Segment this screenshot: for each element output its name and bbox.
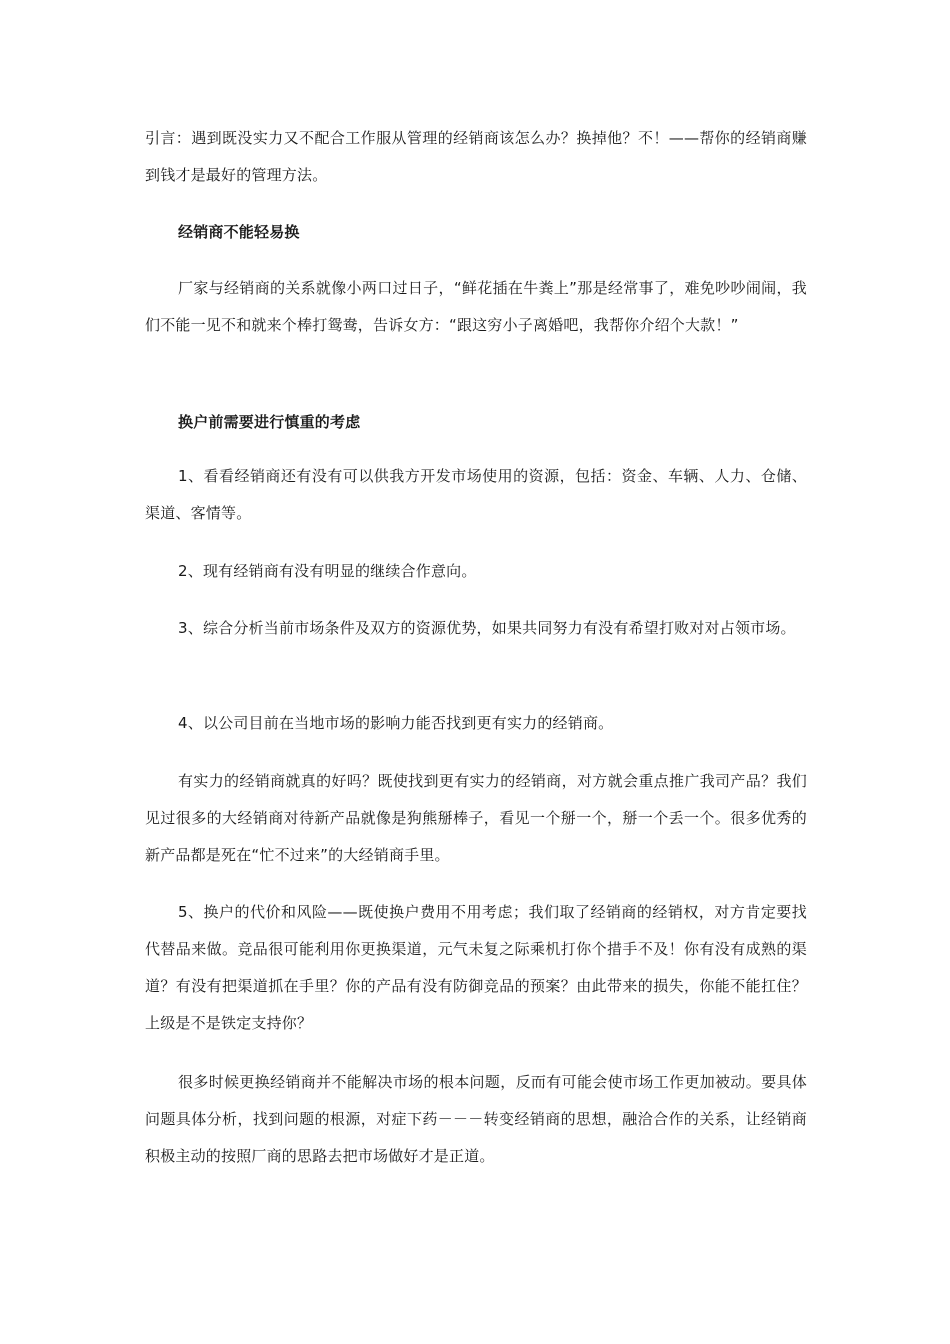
- list-item-2: 2、现有经销商有没有明显的继续合作意向。: [178, 562, 477, 580]
- section-heading-no-easy-replacement: 经销商不能轻易换: [178, 223, 300, 241]
- intro-paragraph: 引言：遇到既没实力又不配合工作服从管理的经销商该怎么办？换掉他？不！——帮你的经销商赚到钱才是最好的管理方法。: [145, 129, 807, 184]
- section-heading-careful-consideration: 换户前需要进行慎重的考虑: [178, 413, 361, 431]
- list-item-4: 4、以公司目前在当地市场的影响力能否找到更有实力的经销商。: [178, 714, 614, 732]
- list-item-5: 5、换户的代价和风险——既使换户费用不用考虑；我们取了经销商的经销权，对方肯定要找代替品来做。竞品很可能利用你更换渠道，元气未复之际乘机打你个措手不及！你有没有成熟的渠道？有没有把渠道抓在手里？你的产品有没有防御竞品的预案？由此带来的损失，你能不能扛住？上级是不是铁定支持你？: [145, 903, 807, 1032]
- paragraph-conclusion: 很多时候更换经销商并不能解决市场的根本问题，反而有可能会使市场工作更加被动。要具体问题具体分析，找到问题的根源，对症下药－－－转变经销商的思想，融洽合作的关系，让经销商积极主动的按照厂商的思路去把市场做好才是正道。: [145, 1073, 807, 1165]
- paragraph-strong-dealers: 有实力的经销商就真的好吗？既使找到更有实力的经销商，对方就会重点推广我司产品？我们见过很多的大经销商对待新产品就像是狗熊掰棒子，看见一个掰一个，掰一个丢一个。很多优秀的新产品都是死在“忙不过来”的大经销商手里。: [145, 772, 807, 864]
- list-item-1: 1、看看经销商还有没有可以供我方开发市场使用的资源，包括：资金、车辆、人力、仓储、渠道、客情等。: [145, 467, 807, 522]
- list-item-3: 3、综合分析当前市场条件及双方的资源优势，如果共同努力有没有希望打败对对占领市场。: [178, 619, 796, 637]
- paragraph-relationship: 厂家与经销商的关系就像小两口过日子，“鲜花插在牛粪上”那是经常事了，难免吵吵闹闹，我们不能一见不和就来个棒打鸳鸯，告诉女方：“跟这穷小子离婚吧，我帮你介绍个大款！”: [145, 279, 807, 334]
